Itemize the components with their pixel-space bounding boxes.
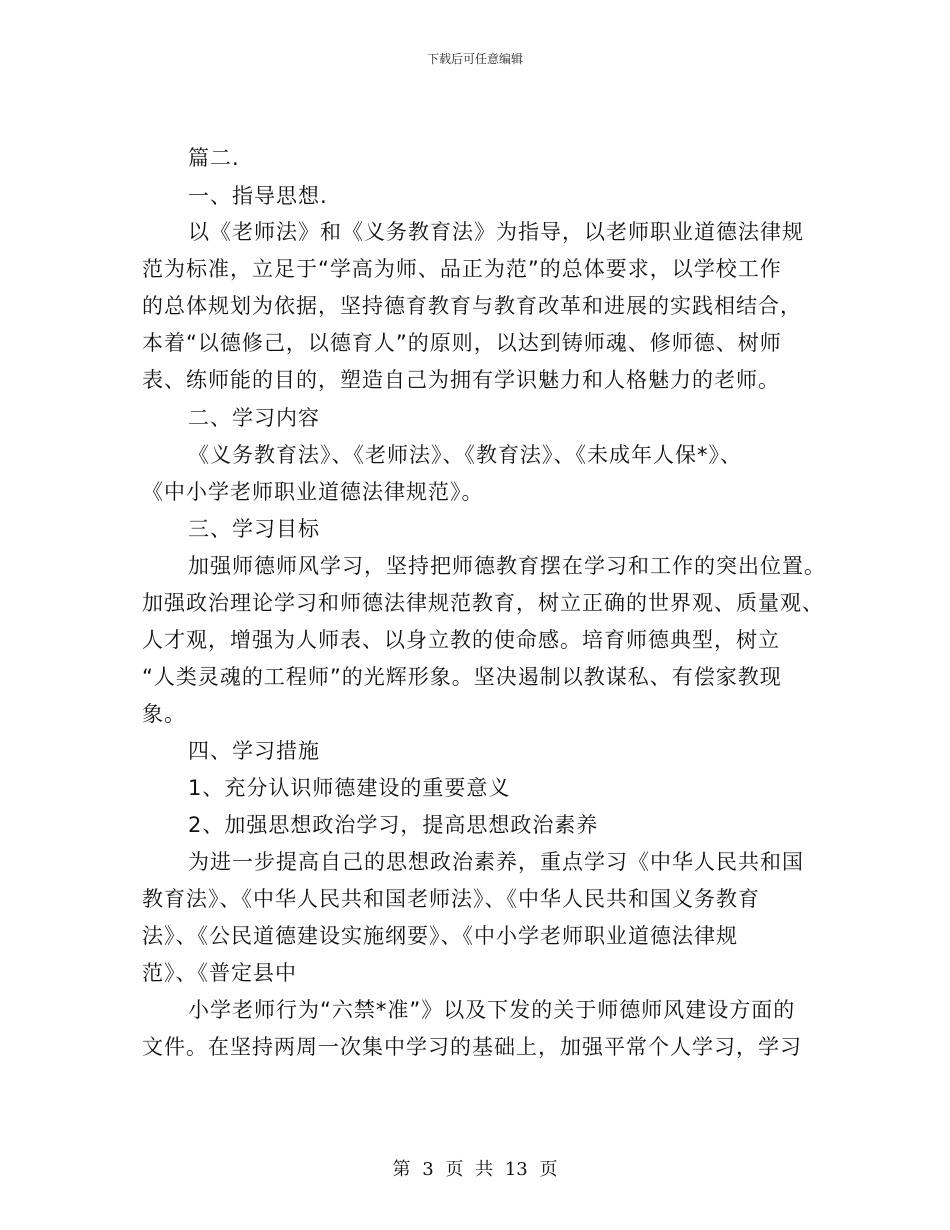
paragraph-line: 表、练师能的目的，塑造自己为拥有学识魅力和人格魅力的老师。	[142, 368, 780, 392]
paragraph-line: 加强师德师风学习，坚持把师德教育摆在学习和工作的突出位置。	[188, 554, 826, 578]
paragraph-line: 本着“以德修己，以德育人”的原则，以达到铸师魂、修师德、树师	[142, 331, 782, 355]
paragraph-line: 小学老师行为“六禁*准”》以及下发的关于师德师风建设方面的	[188, 998, 796, 1022]
list-item: 1、充分认识师德建设的重要意义	[188, 776, 511, 800]
page-number: 第 3 页 共 13 页	[392, 1159, 558, 1180]
paragraph-line: “人类灵魂的工程师”的光辉形象。坚决遏制以教谋私、有偿家教现	[142, 665, 782, 689]
paragraph-line: 加强政治理论学习和师德法律规范教育，树立正确的世界观、质量观、	[142, 591, 824, 615]
paragraph-line: 《中小学老师职业道德法律规范》。	[142, 480, 484, 504]
paragraph-line: 《义务教育法》、《老师法》、《教育法》、《未成年人保*》、	[188, 443, 742, 467]
paragraph-line: 的总体规划为依据，坚持德育教育与教育改革和进展的实践相结合，	[142, 294, 802, 318]
paragraph-line: 文件。在坚持两周一次集中学习的基础上，加强平常个人学习，学习	[142, 1035, 802, 1059]
paragraph-line: 为进一步提高自己的思想政治素养，重点学习《中华人民共和国	[188, 850, 804, 874]
list-item: 2、加强思想政治学习，提高思想政治素养	[188, 813, 599, 837]
paragraph-line: 人才观，增强为人师表、以身立教的使命感。培育师德典型，树立	[142, 628, 780, 652]
paragraph-line: 范》、《普定县中	[142, 961, 297, 985]
heading-study-goals: 三、学习目标	[188, 517, 320, 541]
heading-study-content: 二、学习内容	[188, 406, 320, 430]
paragraph-line: 法》、《公民道德建设实施纲要》、《中小学老师职业道德法律规	[142, 924, 738, 948]
heading-guiding-thought: 一、指导思想.	[188, 184, 328, 208]
paragraph-line: 教育法》、《中华人民共和国老师法》、《中华人民共和国义务教育	[142, 887, 760, 911]
heading-study-measures: 四、学习措施	[188, 739, 320, 763]
paragraph-line: 象。	[142, 702, 186, 726]
paragraph-line: 范为标准，立足于“学高为师、品正为范”的总体要求，以学校工作	[142, 257, 782, 281]
page-header-note: 下载后可任意编辑	[426, 52, 523, 66]
paragraph-line: 以《老师法》和《义务教育法》为指导，以老师职业道德法律规	[188, 220, 804, 244]
section-label: 篇二.	[188, 146, 240, 170]
